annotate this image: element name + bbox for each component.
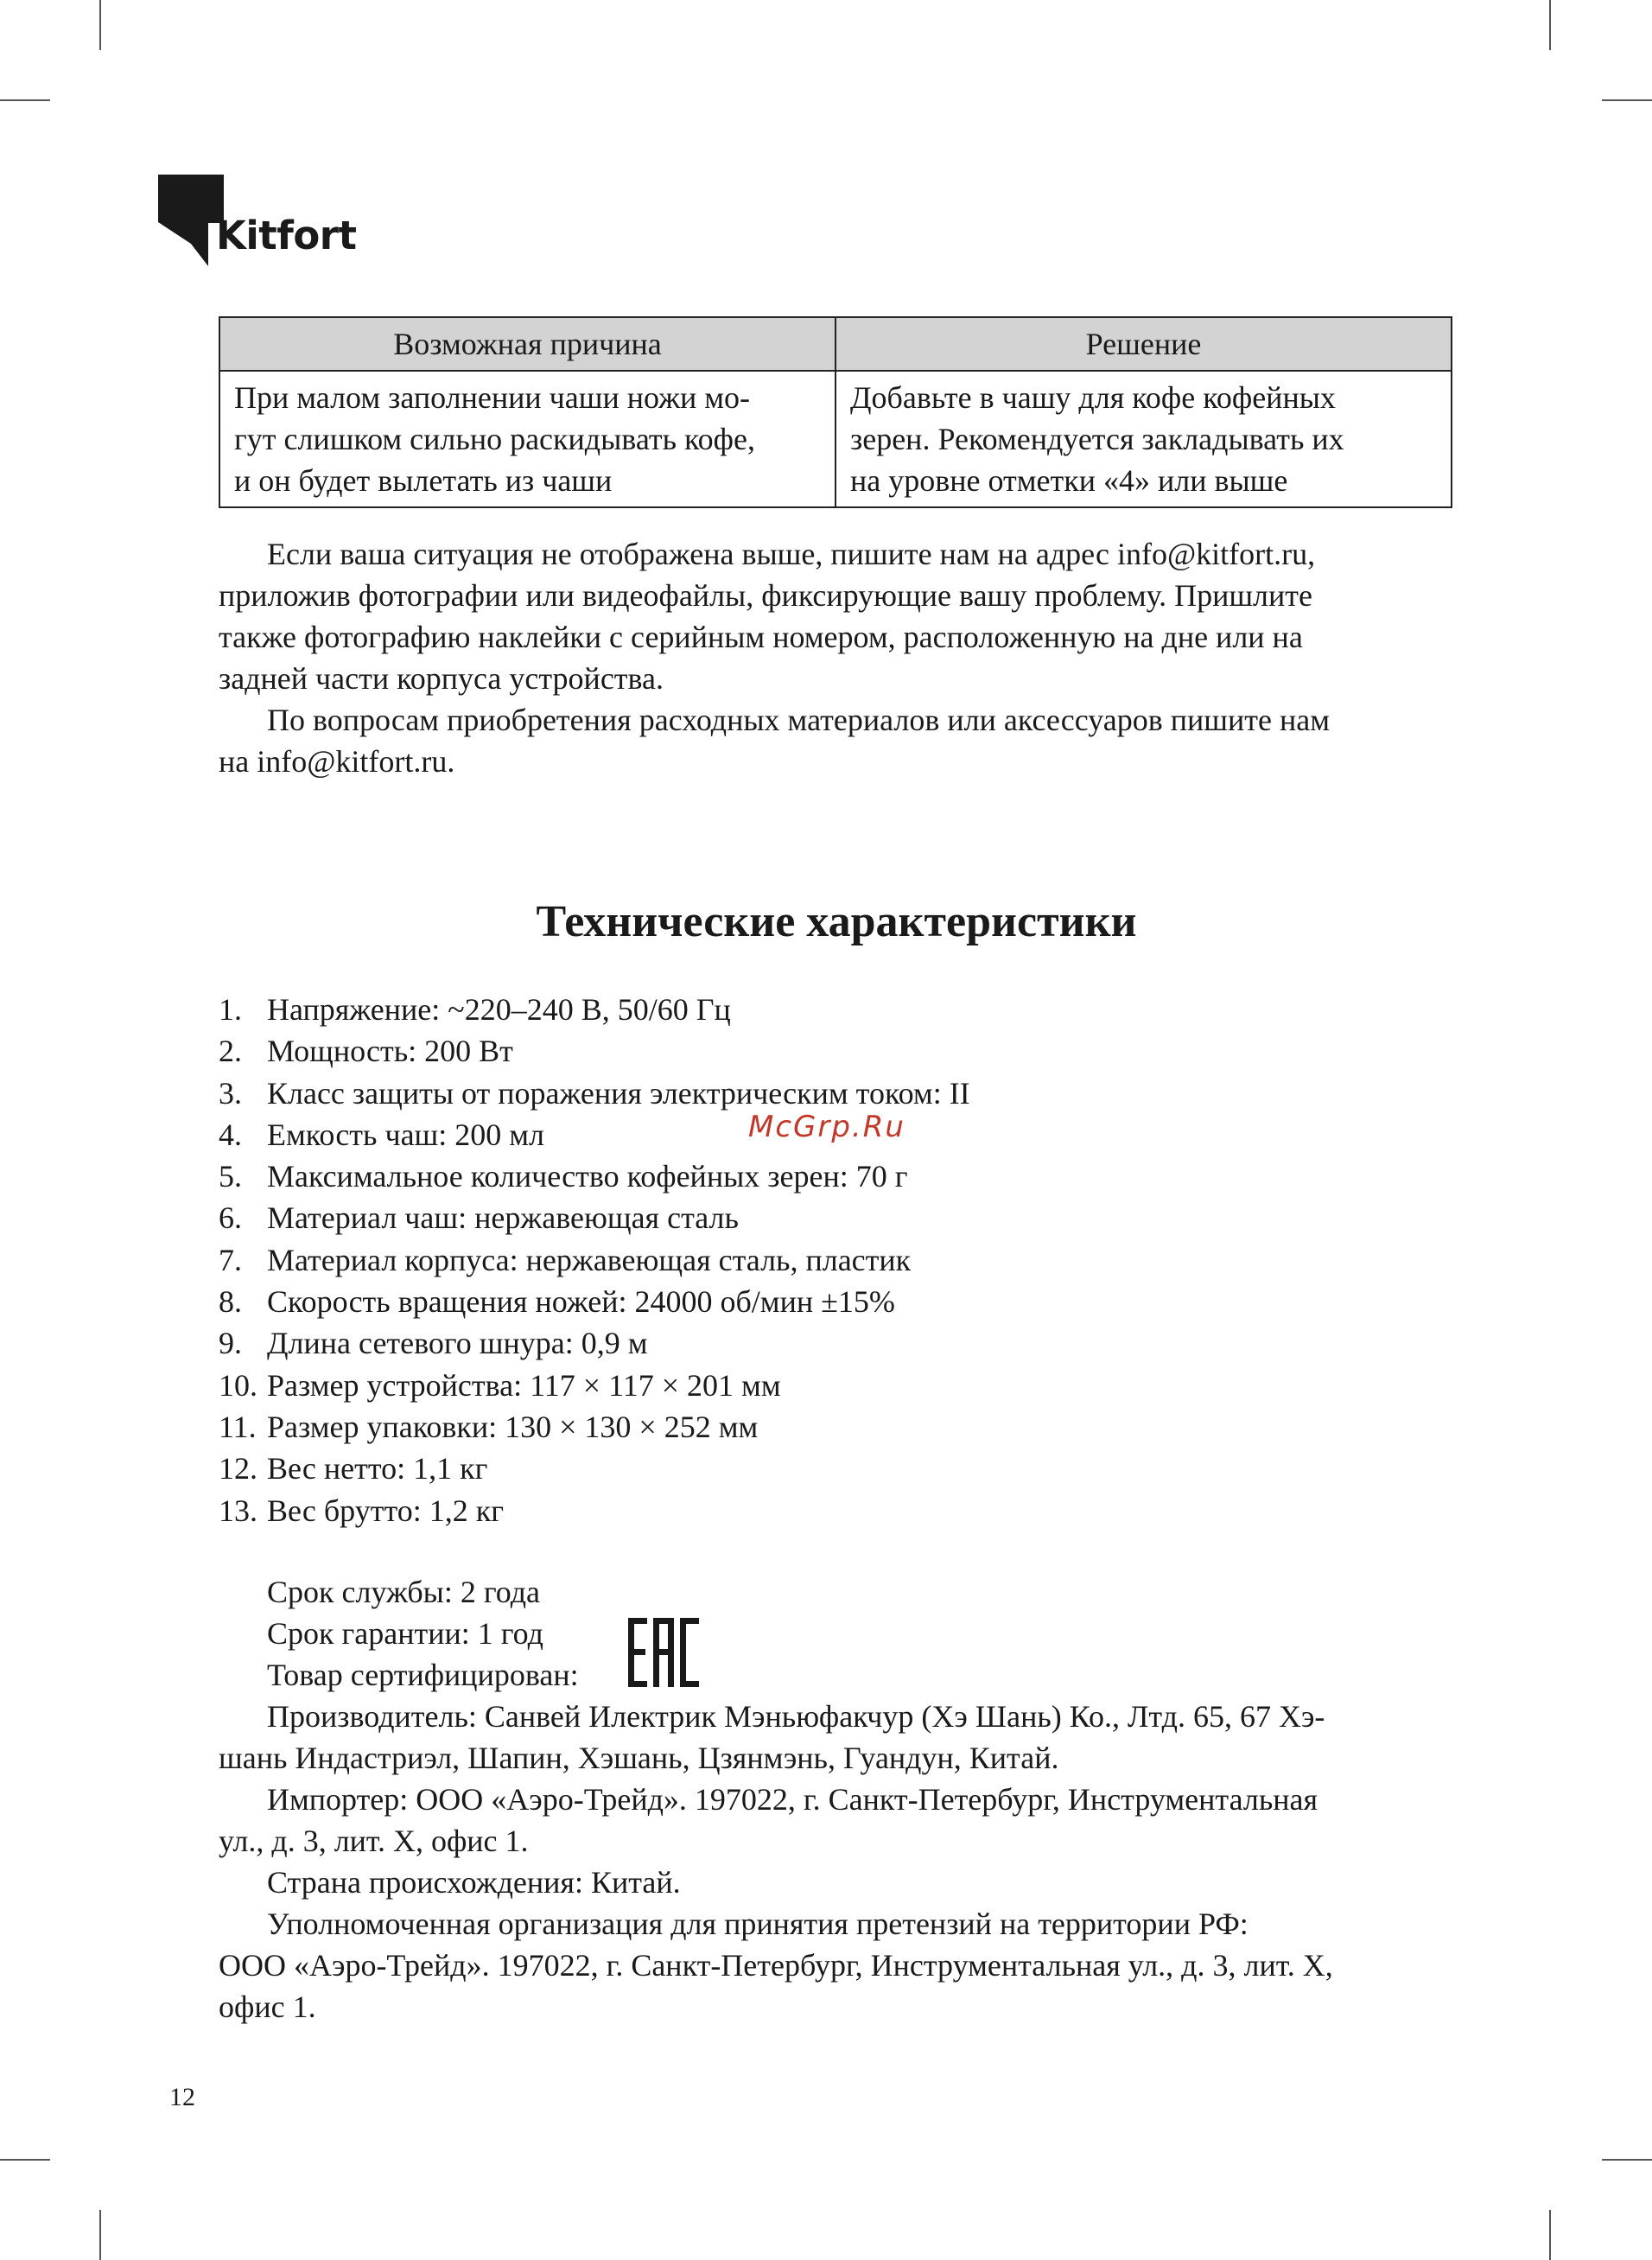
- spec-item: 12. Вес нетто: 1,1 кг: [219, 1451, 488, 1487]
- spec-item: 7. Материал корпуса: нержавеющая сталь, пластик: [219, 1242, 912, 1277]
- cause-cell: [219, 371, 836, 507]
- authorized-line: ООО «Аэро-Трейд». 197022, г. Санкт-Петербург, Инструментальная ул., д. 3, лит. Х,: [219, 1948, 1333, 1983]
- spec-text: Скорость вращения ножей: 24000 об/мин ±15%: [267, 1284, 895, 1320]
- solution-cell: [836, 371, 1452, 507]
- brand-name: Kitfort: [216, 213, 357, 258]
- manufacturer-line: шань Индастриэл, Шапин, Хэшань, Цзянмэнь, Гуандун, Китай.: [219, 1741, 1059, 1775]
- crop-mark: [99, 2210, 101, 2260]
- spec-text: Напряжение: ~220–240 В, 50/60 Гц: [267, 992, 731, 1027]
- origin-country: Страна происхождения: Китай.: [267, 1865, 681, 1900]
- crop-mark: [0, 99, 50, 101]
- crop-mark: [1549, 2210, 1551, 2260]
- solution-line: зерен. Рекомендуется закладывать их: [850, 422, 1344, 456]
- cause-line: и он будет вылетать из чаши: [234, 463, 613, 498]
- importer-line: Импортер: ООО «Аэро-Трейд». 197022, г. Санкт-Петербург, Инструментальная: [267, 1782, 1318, 1817]
- spec-item: 6. Материал чаш: нержавеющая сталь: [219, 1200, 739, 1236]
- spec-text: Размер упаковки: 130 × 130 × 252 мм: [267, 1409, 759, 1444]
- spec-item: 8. Скорость вращения ножей: 24000 об/мин ±15%: [219, 1284, 895, 1320]
- text-line: приложив фотографии или видеофайлы, фиксирующие вашу проблему. Пришлите: [219, 578, 1312, 613]
- crop-mark: [99, 0, 101, 50]
- spec-text: Мощность: 200 Вт: [267, 1034, 513, 1069]
- specs-list: [219, 989, 1454, 1531]
- text-line: По вопросам приобретения расходных материалов или аксессуаров пишите нам: [267, 703, 1330, 737]
- importer-line: ул., д. 3, лит. Х, офис 1.: [219, 1824, 529, 1858]
- page-number: 12: [169, 2083, 195, 2111]
- authorized-line: офис 1.: [219, 1989, 316, 2024]
- cause-line: При малом заполнении чаши ножи мо-: [234, 380, 751, 415]
- watermark: McGrp.Ru: [748, 1110, 905, 1144]
- service-life: Срок службы: 2 года: [267, 1575, 541, 1609]
- certified-text: Товар сертифицирован:: [267, 1658, 579, 1692]
- table-header-solution: Решение: [836, 317, 1452, 371]
- spec-text: Класс защиты от поражения электрическим током: II: [267, 1075, 970, 1111]
- crop-mark: [1549, 0, 1551, 50]
- table-header-cause: Возможная причина: [219, 317, 836, 371]
- spec-text: Емкость чаш: 200 мл: [267, 1117, 545, 1152]
- solution-line: на уровне отметки «4» или выше: [850, 463, 1288, 498]
- spec-text: Материал корпуса: нержавеющая сталь, пластик: [267, 1242, 912, 1277]
- accessories-paragraph: [219, 699, 1454, 782]
- support-paragraph: [219, 533, 1454, 699]
- text-line: на info@kitfort.ru.: [219, 744, 455, 779]
- spec-item: 1. Напряжение: ~220–240 В, 50/60 Гц: [219, 992, 731, 1027]
- text-line: также фотографию наклейки с серийным номером, расположенную на дне или на: [219, 620, 1303, 654]
- cause-line: гут слишком сильно раскидывать кофе,: [234, 422, 755, 456]
- table-row: [219, 371, 1452, 507]
- solution-line: Добавьте в чашу для кофе кофейных: [850, 380, 1336, 415]
- spec-item: 2. Мощность: 200 Вт: [219, 1034, 513, 1069]
- authorized-line: Уполномоченная организация для принятия претензий на территории РФ:: [267, 1907, 1249, 1941]
- spec-item: 5. Максимальное количество кофейных зерен: 70 г: [219, 1159, 908, 1194]
- crop-mark: [1602, 2159, 1652, 2161]
- spec-text: Материал чаш: нержавеющая сталь: [267, 1200, 739, 1236]
- crop-mark: [1602, 99, 1652, 101]
- text-line: задней части корпуса устройства.: [219, 661, 664, 696]
- spec-text: Вес нетто: 1,1 кг: [267, 1451, 488, 1487]
- troubleshooting-table: [219, 316, 1452, 508]
- spec-item: 13. Вес брутто: 1,2 кг: [219, 1493, 504, 1528]
- spec-item: 4. Емкость чаш: 200 мл: [219, 1117, 545, 1152]
- spec-item: 10. Размер устройства: 117 × 117 × 201 мм: [219, 1367, 781, 1403]
- spec-text: Максимальное количество кофейных зерен: 70 г: [267, 1159, 908, 1194]
- manufacturer-line: Производитель: Санвей Илектрик Мэньюфакчур (Хэ Шань) Ко., Лтд. 65, 67 Хэ-: [267, 1699, 1325, 1734]
- text-line: Если ваша ситуация не отображена выше, пишите нам на адрес info@kitfort.ru,: [267, 537, 1316, 571]
- spec-item: 11. Размер упаковки: 130 × 130 × 252 мм: [219, 1409, 759, 1444]
- spec-item: 3. Класс защиты от поражения электрическим током: II: [219, 1075, 970, 1111]
- specs-title: Технические характеристики: [536, 897, 1137, 946]
- eac-mark-icon: [628, 1618, 699, 1687]
- spec-text: Длина сетевого шнура: 0,9 м: [267, 1326, 648, 1361]
- spec-text: Вес брутто: 1,2 кг: [267, 1493, 504, 1528]
- spec-text: Размер устройства: 117 × 117 × 201 мм: [267, 1367, 781, 1403]
- table-header-row: [219, 317, 1452, 371]
- warranty: Срок гарантии: 1 год: [267, 1616, 543, 1651]
- spec-item: 9. Длина сетевого шнура: 0,9 м: [219, 1326, 648, 1361]
- crop-mark: [0, 2159, 50, 2161]
- product-info: [219, 1571, 1454, 2028]
